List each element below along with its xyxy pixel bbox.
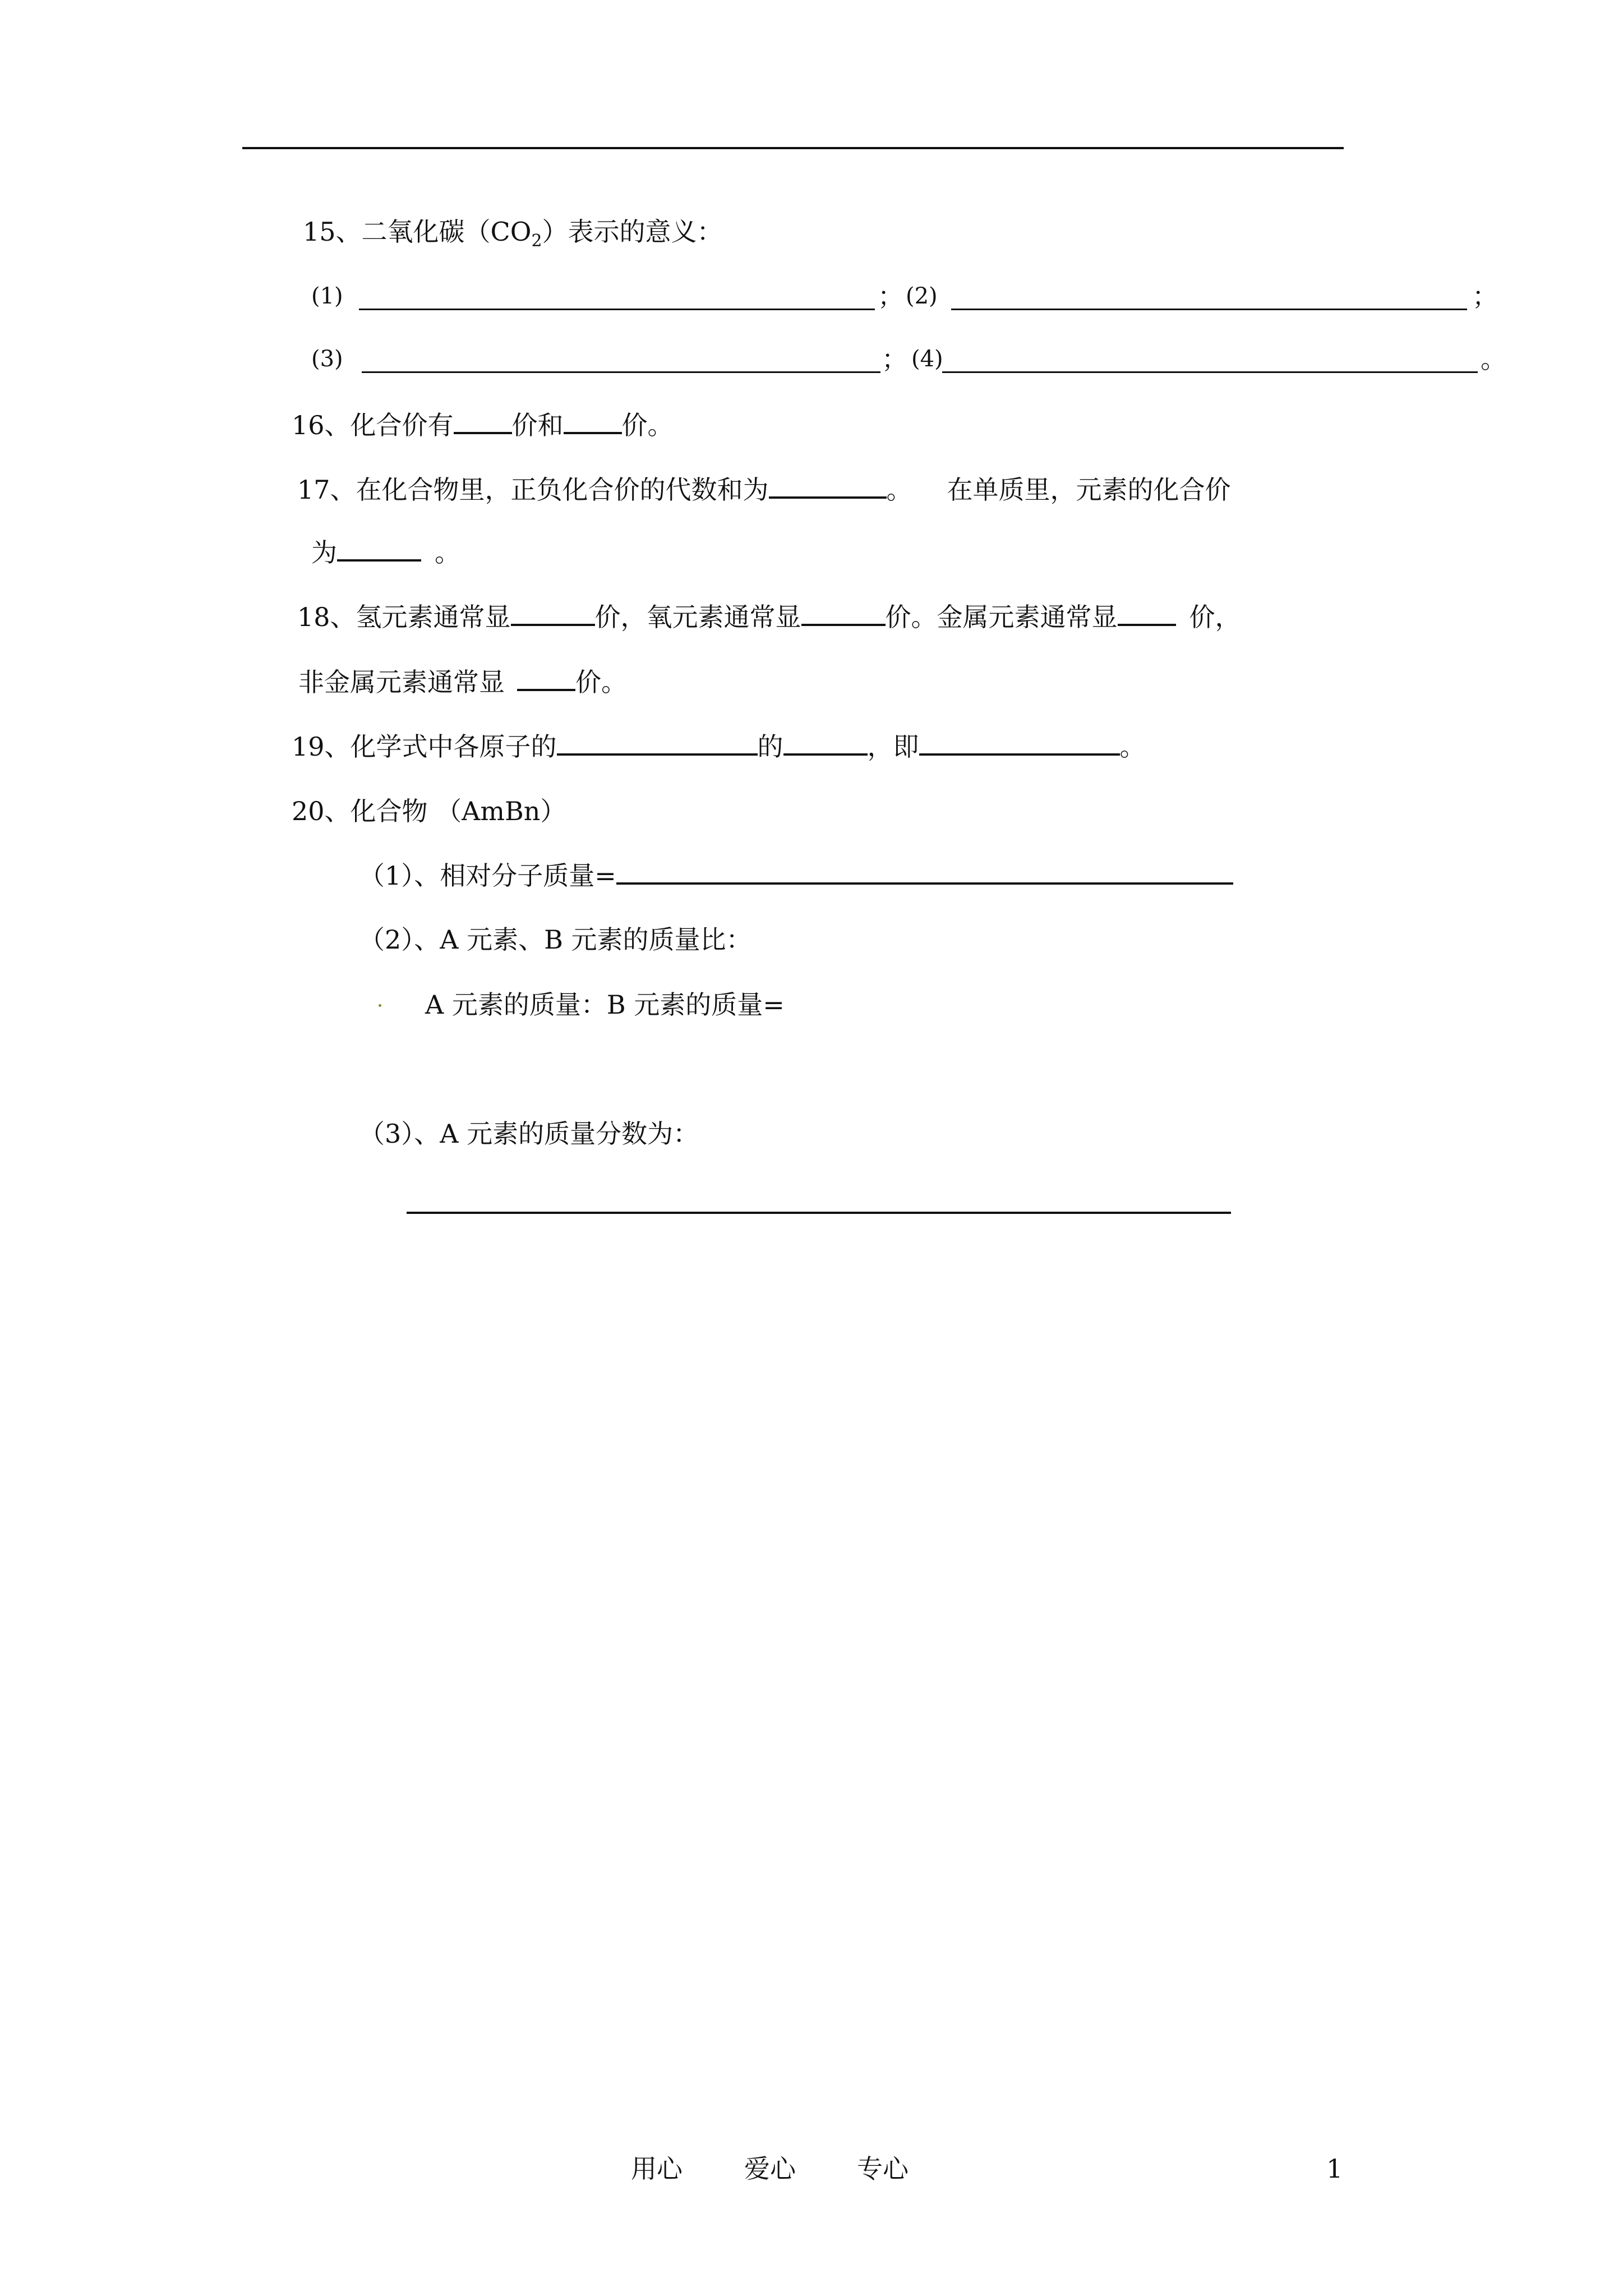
header-rule — [242, 147, 1344, 149]
question-18-cont: 非金属元素通常显 价。 — [298, 667, 627, 697]
q16-blank-1[interactable] — [454, 431, 512, 434]
q15-blank-1[interactable] — [359, 309, 875, 310]
page-number: 1 — [1326, 2154, 1343, 2184]
q20-blank-3[interactable] — [407, 1212, 1231, 1214]
q18-blank-1[interactable] — [511, 623, 595, 626]
q15-blank-3[interactable] — [362, 371, 880, 373]
q17-blank-2[interactable] — [337, 559, 421, 562]
q15-marker-4: (4) — [911, 346, 943, 372]
question-15-title: 15、二氧化碳$(CO_2)$表示的意义： — [303, 217, 723, 251]
question-20-title: 20、化合物 （AmBn） — [292, 796, 566, 826]
q19-blank-1[interactable] — [557, 753, 758, 756]
footer-motto-2: 爱心 — [744, 2154, 796, 2184]
question-17: 17、在化合物里，正负化合价的代数和为 。 在单质里，元素的化合价 — [297, 475, 1231, 505]
q18-blank-3[interactable] — [1118, 623, 1176, 626]
q15-marker-2: (2) — [906, 283, 938, 309]
question-16: 16、化合价有 价和 价。 — [292, 410, 674, 440]
q15-end-2: 。 — [1481, 344, 1506, 374]
q20-part-2a: A 元素的质量：B 元素的质量= — [425, 990, 785, 1020]
q20-blank-1[interactable] — [616, 882, 1233, 885]
q20-part-3: （3）、A 元素的质量分数为： — [359, 1119, 699, 1149]
q20-part-1: （1）、相对分子质量= — [359, 863, 1233, 889]
footer-motto-3: 专心 — [857, 2154, 909, 2184]
q15-sep-1: ； — [878, 281, 903, 311]
q15-marker-1: (1) — [311, 283, 343, 309]
q15-marker-3: (3) — [311, 346, 343, 372]
q16-blank-2[interactable] — [564, 431, 622, 434]
question-19: 19、化学式中各原子的 的 ，即 。 — [292, 731, 1146, 762]
footer-motto-1: 用心 — [631, 2154, 683, 2184]
q18-blank-4[interactable] — [517, 688, 575, 691]
question-17-cont: 为 。 — [311, 537, 460, 568]
q19-blank-3[interactable] — [919, 753, 1120, 756]
q15-blank-4[interactable] — [942, 371, 1478, 373]
question-18: 18、氢元素通常显 价，氧元素通常显 价。金属元素通常显 价， — [297, 602, 1241, 632]
q15-sep-2: ； — [882, 344, 907, 374]
q17-blank-1[interactable] — [769, 496, 887, 499]
q15-end-1: ； — [1472, 281, 1498, 311]
q20-part-2: （2）、A 元素、B 元素的质量比： — [359, 924, 752, 955]
q18-blank-2[interactable] — [801, 623, 886, 626]
q19-blank-2[interactable] — [783, 753, 868, 756]
q15-blank-2[interactable] — [951, 309, 1467, 310]
q20-dot-mark — [379, 1004, 381, 1007]
